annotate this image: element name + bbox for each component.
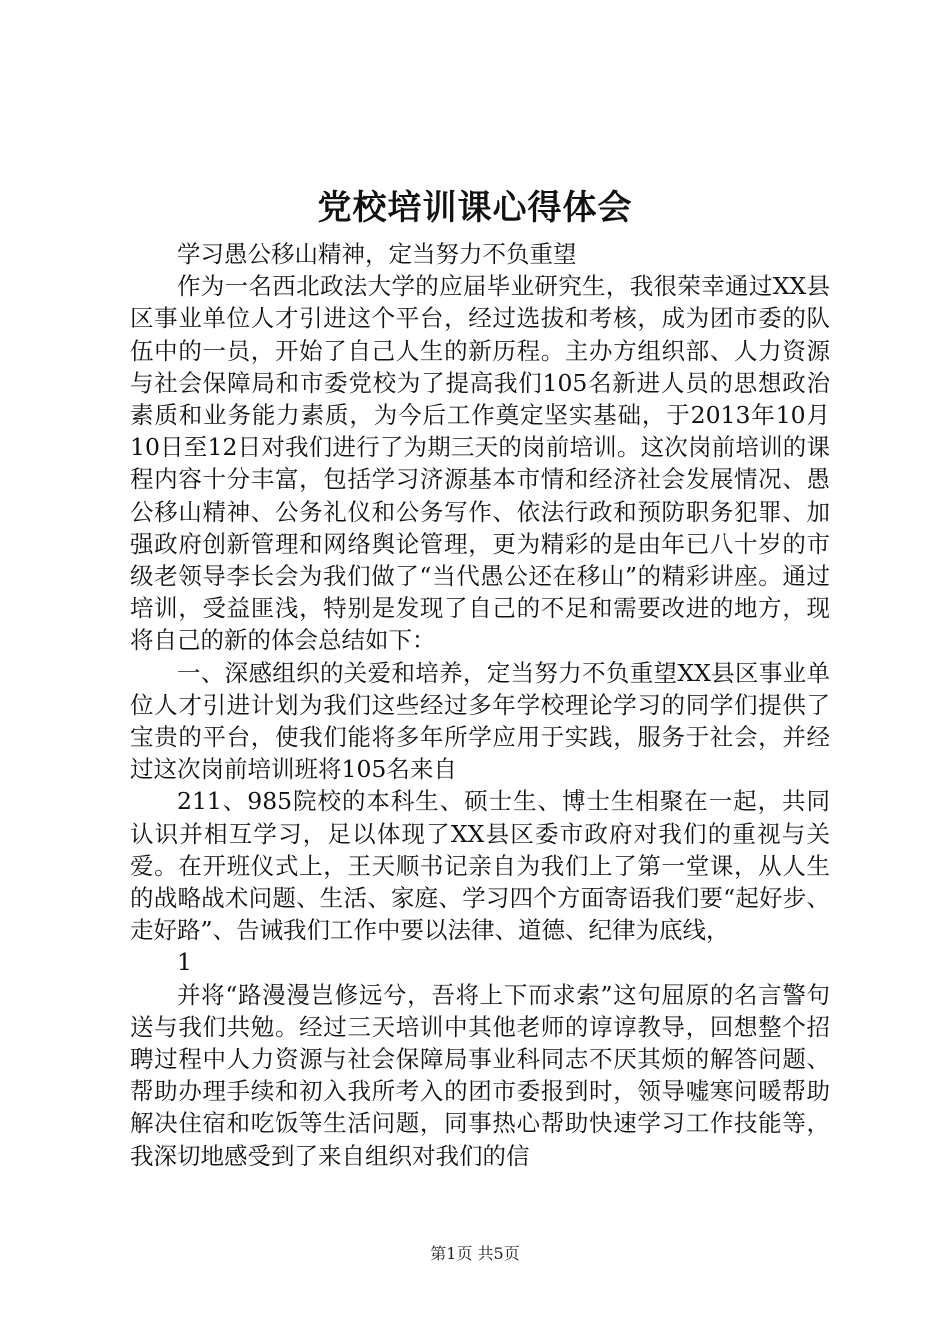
document-title: 党校培训课心得体会: [317, 188, 633, 228]
page-number-footer: 第1页 共5页: [430, 1244, 520, 1263]
paragraph-section-one: 一、深感组织的关爱和培养，定当努力不负重望XX县区事业单位人才引进计划为我们这些经过多年学校理论学习的同学们提供了宝贵的平台，使我们能将多年所学应用于实践，服务于社会，并经过这次岗前培训班将105名来自: [130, 658, 830, 784]
document-body: [130, 238, 830, 1172]
paragraph-continued: 211、985院校的本科生、硕士生、博士生相聚在一起，共同认识并相互学习，足以体现了XX县区委市政府对我们的重视与关爱。在开班仪式上，王天顺书记亲自为我们上了第一堂课，从人生的战略战术问题、生活、家庭、学习四个方面寄语我们要“起好步、走好路”、告诫我们工作中要以法律、道德、纪律为底线，: [130, 787, 830, 945]
paragraph-quote: 并将“路漫漫岂修远兮，吾将上下而求索”这句屈原的名言警句送与我们共勉。经过三天培训中其他老师的谆谆教导，回想整个招聘过程中人力资源与社会保障局事业科同志不厌其烦的解答问题、帮助办理手续和初入我所考入的团市委报到时，领导嘘寒问暖帮助解决住宿和吃饭等生活问题，同事热心帮助快速学习工作技能等，我深切地感受到了来自组织对我们的信: [130, 980, 830, 1170]
paragraph-subtitle: 学习愚公移山精神，定当努力不负重望: [177, 240, 577, 268]
paragraph-inline-number: 1: [177, 948, 192, 977]
paragraph-intro: 作为一名西北政法大学的应届毕业研究生，我很荣幸通过XX县区事业单位人才引进这个平台，经过选拔和考核，成为团市委的队伍中的一员，开始了自己人生的新历程。主办方组织部、人力资源与社会保障局和市委党校为了提高我们105名新进人员的思想政治素质和业务能力素质，为今后工作奠定坚实基础，于2013年10月10日至12日对我们进行了为期三天的岗前培训。这次岗前培训的课程内容十分丰富，包括学习济源基本市情和经济社会发展情况、愚公移山精神、公务礼仪和公务写作、依法行政和预防职务犯罪、加强政府创新管理和网络舆论管理，更为精彩的是由年已八十岁的市级老领导李长会为我们做了“当代愚公还在移山”的精彩讲座。通过培训，受益匪浅，特别是发现了自己的不足和需要改进的地方，现将自己的新的体会总结如下：: [130, 272, 830, 655]
